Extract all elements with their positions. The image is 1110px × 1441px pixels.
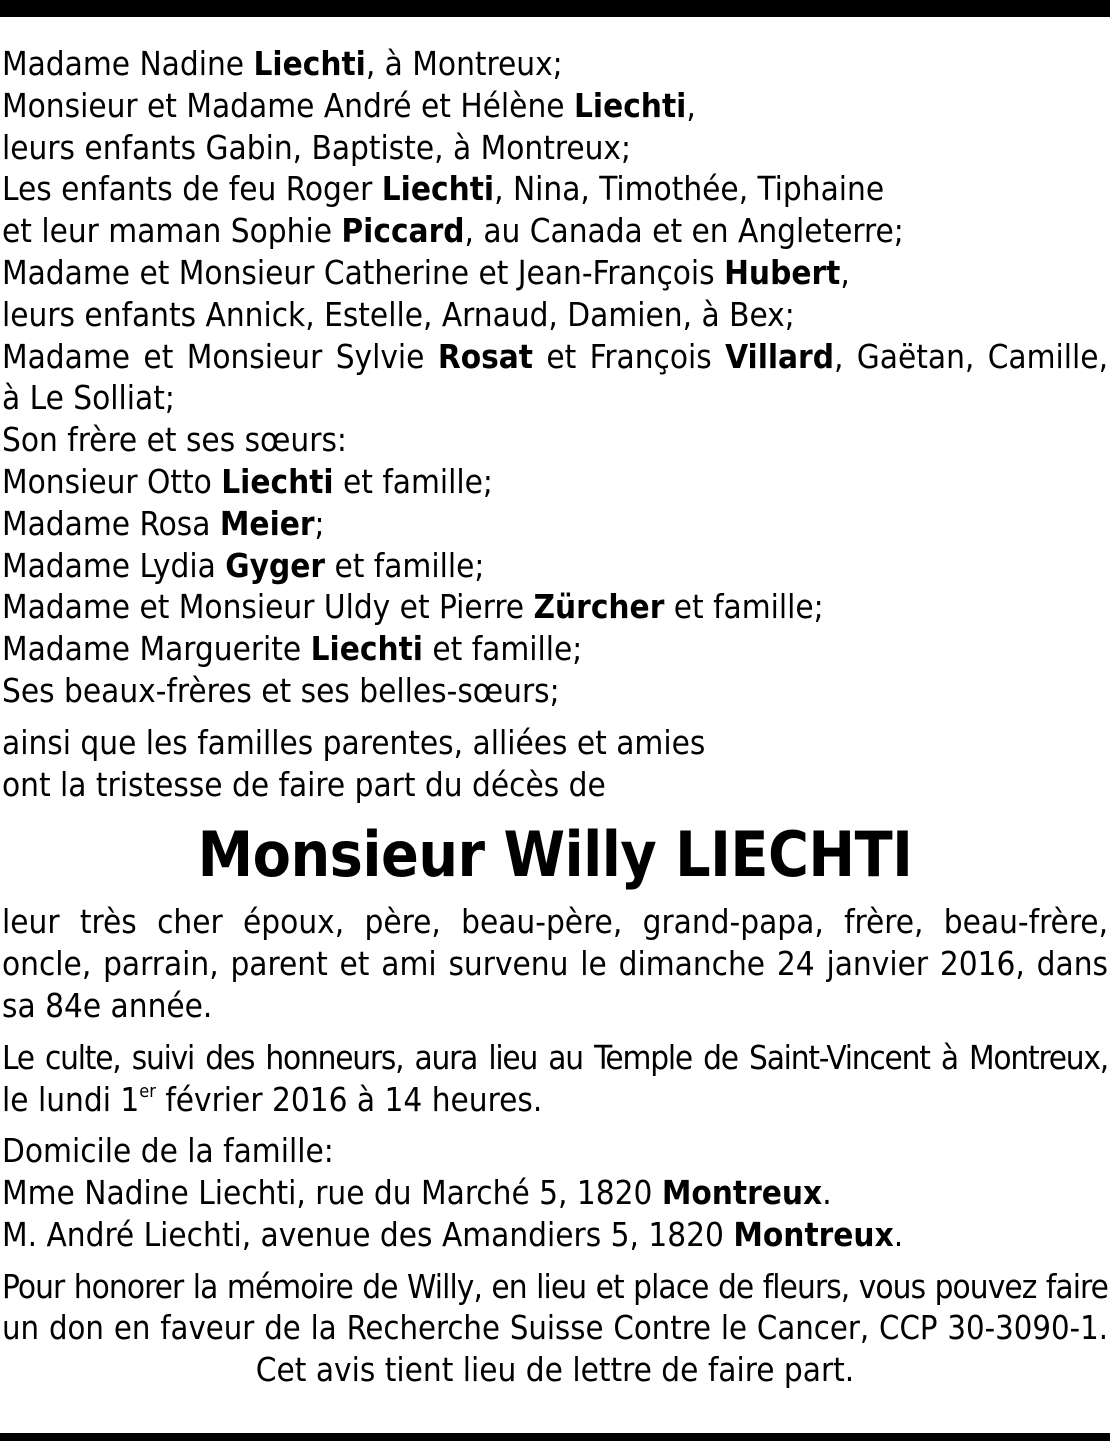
top-rule bbox=[0, 0, 1110, 17]
intro-line: ont la tristesse de faire part du décès de bbox=[2, 764, 606, 804]
family-line: Madame et Monsieur Uldy et Pierre Zürcher et famille; bbox=[2, 587, 824, 627]
notice-body bbox=[2, 43, 1108, 1391]
family-line: Monsieur Otto Liechti et famille; bbox=[2, 461, 493, 501]
intro-text bbox=[2, 722, 1108, 806]
family-line: et leur maman Sophie Piccard, au Canada et en Angleterre; bbox=[2, 211, 904, 251]
family-line: Madame Marguerite Liechti et famille; bbox=[2, 629, 583, 669]
family-line: Les enfants de feu Roger Liechti, Nina, Timothée, Tiphaine bbox=[2, 169, 885, 209]
domicile-info bbox=[2, 1130, 1108, 1255]
family-line: Madame Rosa Meier; bbox=[2, 503, 325, 543]
deceased-name: Monsieur Willy LIECHTI bbox=[197, 818, 913, 892]
bottom-rule bbox=[0, 1433, 1110, 1441]
donation-info bbox=[2, 1266, 1108, 1350]
domicile-address: M. André Liechti, avenue des Amandiers 5, 1820 Montreux. bbox=[2, 1214, 904, 1254]
family-line: leurs enfants Gabin, Baptiste, à Montreux; bbox=[2, 127, 631, 167]
intro-line: ainsi que les familles parentes, alliées et amies bbox=[2, 722, 706, 762]
family-line: leurs enfants Annick, Estelle, Arnaud, Damien, à Bex; bbox=[2, 294, 795, 334]
family-line: Madame et Monsieur Sylvie Rosat et François Villard, Gaëtan, Camille, bbox=[2, 336, 1108, 376]
description bbox=[2, 901, 1108, 1026]
family-line: Son frère et ses sœurs: bbox=[2, 420, 347, 460]
donation-line: Pour honorer la mémoire de Willy, en lieu et place de fleurs, vous pouvez faire bbox=[2, 1266, 1108, 1306]
description-line: oncle, parrain, parent et ami survenu le dimanche 24 janvier 2016, dans bbox=[2, 944, 1108, 984]
family-line: Madame Nadine Liechti, à Montreux; bbox=[2, 44, 563, 83]
ceremony-line: le lundi 1er février 2016 à 14 heures. bbox=[2, 1079, 543, 1119]
domicile-heading: Domicile de la famille: bbox=[2, 1131, 334, 1171]
family-line: Ses beaux-frères et ses belles-sœurs; bbox=[2, 670, 560, 710]
family-list bbox=[2, 43, 1108, 712]
family-line: Monsieur et Madame André et Hélène Liechti, bbox=[2, 85, 696, 125]
ceremony-info bbox=[2, 1037, 1108, 1121]
donation-line: un don en faveur de la Recherche Suisse Contre le Cancer, CCP 30-3090-1. bbox=[2, 1308, 1108, 1347]
closing-line: Cet avis tient lieu de lettre de faire part. bbox=[255, 1350, 855, 1390]
ceremony-line: Le culte, suivi des honneurs, aura lieu au Temple de Saint-Vincent à Montreux, bbox=[2, 1037, 1108, 1077]
family-line: à Le Solliat; bbox=[2, 378, 175, 418]
family-line: Madame et Monsieur Catherine et Jean-François Hubert, bbox=[2, 252, 850, 292]
description-line: leur très cher époux, père, beau-père, grand-papa, frère, beau-frère, bbox=[2, 902, 1108, 942]
domicile-address: Mme Nadine Liechti, rue du Marché 5, 1820 Montreux. bbox=[2, 1173, 832, 1213]
description-line: sa 84e année. bbox=[2, 985, 213, 1025]
family-line: Madame Lydia Gyger et famille; bbox=[2, 545, 485, 585]
